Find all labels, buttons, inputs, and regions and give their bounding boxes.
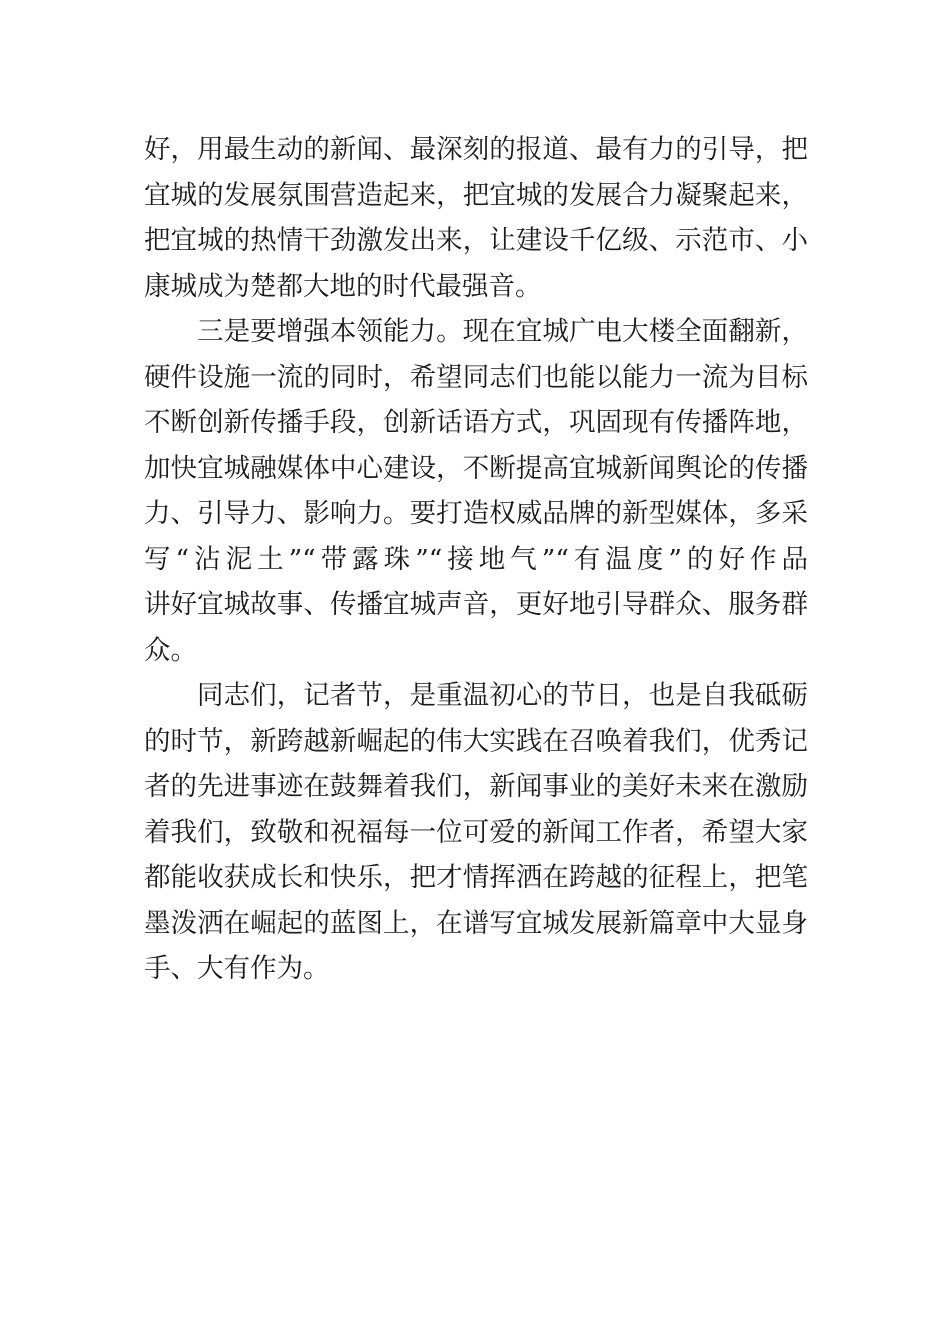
text-line: 的时节，新跨越新崛起的伟大实践在召唤着我们，优秀记 <box>144 725 808 757</box>
text-line: 加快宜城融媒体中心建设，不断提高宜城新闻舆论的传播 <box>144 452 808 484</box>
text-line: 三是要增强本领能力。现在宜城广电大楼全面翻新， <box>197 316 808 347</box>
text-line: 写“沾泥土”“带露珠”“接地气”“有温度”的好作品 <box>144 543 808 575</box>
text-line: 把宜城的热情干劲激发出来，让建设千亿级、示范市、小 <box>144 225 808 256</box>
text-line: 同志们，记者节，是重温初心的节日，也是自我砥砺 <box>197 680 808 711</box>
text-line: 者的先进事迹在鼓舞着我们，新闻事业的美好未来在激励 <box>144 771 808 802</box>
text-line: 手、大有作为。 <box>144 953 330 984</box>
text-line: 众。 <box>144 634 197 666</box>
paragraph-3 <box>144 673 808 992</box>
text-line: 康城成为楚都大地的时代最强音。 <box>144 270 542 302</box>
text-line: 好，用最生动的新闻、最深刻的报道、最有力的引导，把 <box>144 134 808 165</box>
text-line: 着我们，致敬和祝福每一位可爱的新闻工作者，希望大家 <box>144 816 808 848</box>
paragraph-2 <box>144 309 808 673</box>
text-line: 宜城的发展氛围营造起来，把宜城的发展合力凝聚起来， <box>144 179 808 211</box>
text-line: 都能收获成长和快乐，把才情挥洒在跨越的征程上，把笔 <box>144 862 808 893</box>
text-line: 不断创新传播手段，创新话语方式，巩固现有传播阵地， <box>144 407 808 438</box>
paragraph-1 <box>144 127 808 309</box>
text-line: 讲好宜城故事、传播宜城声音，更好地引导群众、服务群 <box>144 589 808 620</box>
document-body <box>144 127 808 992</box>
text-line: 墨泼洒在崛起的蓝图上，在谱写宜城发展新篇章中大显身 <box>144 907 808 939</box>
text-line: 力、引导力、影响力。要打造权威品牌的新型媒体，多采 <box>144 498 808 529</box>
text-line: 硬件设施一流的同时，希望同志们也能以能力一流为目标 <box>144 361 808 393</box>
